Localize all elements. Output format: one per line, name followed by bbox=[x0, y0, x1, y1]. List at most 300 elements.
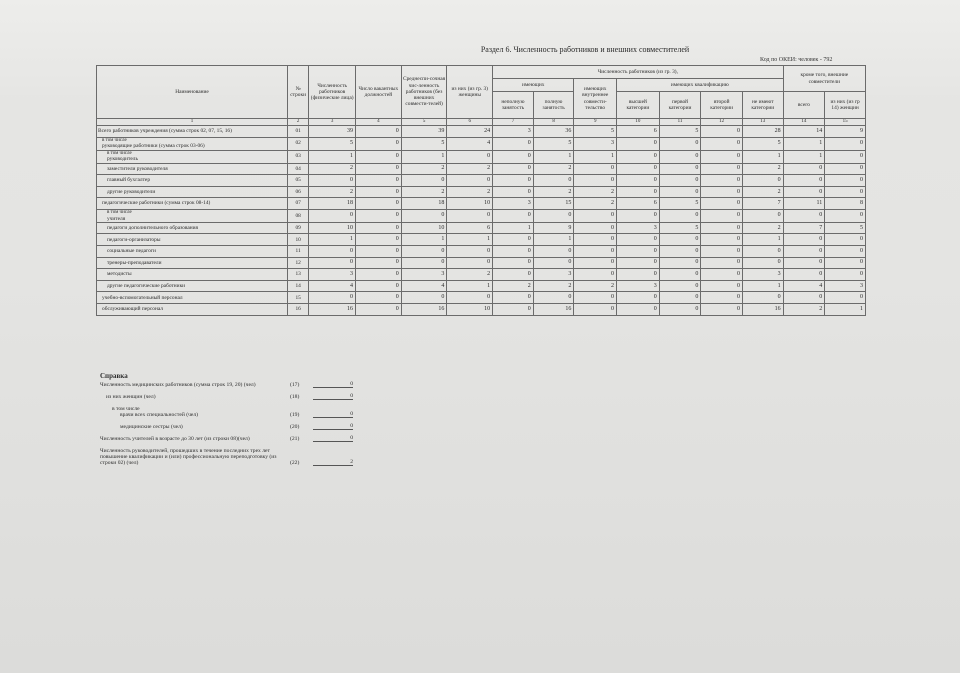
cell-value: 3 bbox=[309, 269, 356, 281]
cell-value: 0 bbox=[701, 234, 743, 246]
row-name bbox=[97, 163, 288, 175]
cell-value: 0 bbox=[493, 269, 534, 281]
cell-value: 0 bbox=[309, 246, 356, 258]
cell-value: 0 bbox=[493, 292, 534, 304]
reference-code: (17) bbox=[290, 382, 300, 388]
header-group-7-13: Численность работников (из гр. 3), bbox=[493, 66, 783, 79]
reference-value: 0 bbox=[313, 411, 353, 418]
reference-prefix: в том числе bbox=[112, 406, 140, 412]
cell-value: 0 bbox=[574, 269, 617, 281]
cell-value: 3 bbox=[401, 269, 447, 281]
cell-value: 0 bbox=[659, 175, 701, 187]
cell-value: 0 bbox=[447, 175, 493, 187]
cell-value: 0 bbox=[574, 175, 617, 187]
table-row bbox=[97, 198, 866, 210]
row-name bbox=[97, 292, 288, 304]
row-code: 02 bbox=[287, 137, 308, 150]
cell-value: 0 bbox=[825, 269, 866, 281]
cell-value: 0 bbox=[617, 186, 660, 198]
cell-value: 0 bbox=[701, 292, 743, 304]
cell-value: 5 bbox=[401, 137, 447, 150]
reference-title: Справка bbox=[100, 372, 128, 380]
row-prefix: в том числе bbox=[107, 150, 132, 156]
cell-value: 1 bbox=[533, 150, 574, 163]
header-c12: второй категории bbox=[701, 92, 743, 119]
cell-value: 9 bbox=[533, 222, 574, 234]
cell-value: 6 bbox=[447, 222, 493, 234]
table-row bbox=[97, 292, 866, 304]
cell-value: 0 bbox=[617, 303, 660, 315]
cell-value: 0 bbox=[401, 246, 447, 258]
cell-value: 3 bbox=[825, 280, 866, 292]
cell-value: 0 bbox=[617, 163, 660, 175]
cell-value: 0 bbox=[356, 292, 402, 304]
cell-value: 0 bbox=[783, 257, 825, 269]
cell-value: 0 bbox=[447, 246, 493, 258]
cell-value: 1 bbox=[309, 234, 356, 246]
row-label: руководящие работники (сумма строк 03-06) bbox=[102, 143, 205, 150]
cell-value: 0 bbox=[825, 137, 866, 150]
cell-value: 10 bbox=[447, 198, 493, 210]
reference-label: из них женщин (чел) bbox=[106, 394, 156, 400]
table-row bbox=[97, 246, 866, 258]
cell-value: 9 bbox=[825, 126, 866, 138]
row-code: 01 bbox=[287, 126, 308, 138]
reference-value: 0 bbox=[313, 393, 353, 400]
cell-value: 16 bbox=[742, 303, 783, 315]
cell-value: 5 bbox=[659, 198, 701, 210]
cell-value: 39 bbox=[401, 126, 447, 138]
row-code: 15 bbox=[287, 292, 308, 304]
cell-value: 0 bbox=[574, 209, 617, 222]
cell-value: 0 bbox=[701, 222, 743, 234]
cell-value: 1 bbox=[742, 234, 783, 246]
cell-value: 0 bbox=[701, 163, 743, 175]
row-label: учебно-вспомогательный персонал bbox=[102, 294, 183, 301]
cell-value: 2 bbox=[742, 222, 783, 234]
cell-value: 11 bbox=[783, 198, 825, 210]
reference-row bbox=[100, 436, 380, 442]
cell-value: 0 bbox=[742, 209, 783, 222]
cell-value: 0 bbox=[701, 209, 743, 222]
cell-value: 0 bbox=[493, 150, 534, 163]
row-label: методисты bbox=[107, 271, 132, 278]
row-label: педагогические работники (сумма строк 08-14) bbox=[102, 200, 211, 207]
cell-value: 0 bbox=[493, 163, 534, 175]
cell-value: 0 bbox=[356, 269, 402, 281]
cell-value: 0 bbox=[825, 292, 866, 304]
cell-value: 0 bbox=[309, 209, 356, 222]
table-row bbox=[97, 186, 866, 198]
cell-value: 39 bbox=[309, 126, 356, 138]
colnum: 7 bbox=[493, 119, 534, 126]
row-name bbox=[97, 234, 288, 246]
cell-value: 0 bbox=[356, 126, 402, 138]
reference-label: медицинские сестры (чел) bbox=[120, 424, 183, 430]
colnum: 3 bbox=[309, 119, 356, 126]
row-code: 04 bbox=[287, 163, 308, 175]
colnum: 14 bbox=[783, 119, 825, 126]
reference-label: Численность медицинских работников (сумма строк 19, 20) (чел) bbox=[100, 382, 256, 388]
cell-value: 2 bbox=[533, 163, 574, 175]
reference-code: (21) bbox=[290, 436, 300, 442]
reference-value: 2 bbox=[313, 459, 353, 466]
cell-value: 5 bbox=[825, 222, 866, 234]
colnum: 1 bbox=[97, 119, 288, 126]
cell-value: 0 bbox=[659, 269, 701, 281]
cell-value: 0 bbox=[701, 198, 743, 210]
cell-value: 0 bbox=[701, 246, 743, 258]
row-code: 09 bbox=[287, 222, 308, 234]
row-name bbox=[97, 186, 288, 198]
cell-value: 0 bbox=[701, 269, 743, 281]
table-row bbox=[97, 234, 866, 246]
cell-value: 0 bbox=[447, 209, 493, 222]
cell-value: 0 bbox=[825, 186, 866, 198]
row-name bbox=[97, 126, 288, 138]
row-name bbox=[97, 303, 288, 315]
row-name bbox=[97, 198, 288, 210]
cell-value: 0 bbox=[617, 150, 660, 163]
cell-value: 1 bbox=[742, 280, 783, 292]
cell-value: 0 bbox=[356, 257, 402, 269]
cell-value: 0 bbox=[617, 175, 660, 187]
cell-value: 0 bbox=[742, 246, 783, 258]
cell-value: 0 bbox=[356, 222, 402, 234]
cell-value: 2 bbox=[742, 186, 783, 198]
cell-value: 10 bbox=[401, 222, 447, 234]
cell-value: 0 bbox=[659, 150, 701, 163]
row-code: 10 bbox=[287, 234, 308, 246]
cell-value: 5 bbox=[659, 222, 701, 234]
row-label: социальные педагоги bbox=[107, 248, 156, 255]
row-code: 11 bbox=[287, 246, 308, 258]
reference-code: (20) bbox=[290, 424, 300, 430]
cell-value: 0 bbox=[309, 257, 356, 269]
cell-value: 0 bbox=[701, 257, 743, 269]
header-code: № строки bbox=[287, 66, 308, 119]
header-group-7-8: имеющих bbox=[493, 79, 574, 92]
cell-value: 0 bbox=[659, 246, 701, 258]
table-row bbox=[97, 280, 866, 292]
header-c8: полную занятость bbox=[533, 92, 574, 119]
cell-value: 0 bbox=[493, 257, 534, 269]
row-label: тренеры-преподаватели bbox=[107, 259, 162, 266]
cell-value: 0 bbox=[493, 209, 534, 222]
reference-row bbox=[100, 424, 380, 430]
header-c10: высшей категории bbox=[617, 92, 660, 119]
reference-row bbox=[100, 406, 380, 418]
cell-value: 0 bbox=[356, 209, 402, 222]
cell-value: 0 bbox=[659, 234, 701, 246]
colnum: 4 bbox=[356, 119, 402, 126]
cell-value: 0 bbox=[309, 292, 356, 304]
cell-value: 18 bbox=[309, 198, 356, 210]
cell-value: 0 bbox=[493, 175, 534, 187]
cell-value: 0 bbox=[701, 137, 743, 150]
cell-value: 0 bbox=[574, 163, 617, 175]
cell-value: 0 bbox=[783, 186, 825, 198]
cell-value: 5 bbox=[574, 126, 617, 138]
row-code: 12 bbox=[287, 257, 308, 269]
cell-value: 0 bbox=[617, 234, 660, 246]
cell-value: 0 bbox=[701, 280, 743, 292]
cell-value: 2 bbox=[309, 186, 356, 198]
cell-value: 0 bbox=[783, 234, 825, 246]
reference-row bbox=[100, 382, 380, 388]
reference-code: (18) bbox=[290, 394, 300, 400]
cell-value: 3 bbox=[617, 222, 660, 234]
cell-value: 0 bbox=[659, 137, 701, 150]
cell-value: 0 bbox=[493, 186, 534, 198]
cell-value: 0 bbox=[701, 186, 743, 198]
cell-value: 0 bbox=[574, 303, 617, 315]
cell-value: 0 bbox=[533, 209, 574, 222]
cell-value: 0 bbox=[356, 175, 402, 187]
cell-value: 2 bbox=[574, 198, 617, 210]
reference-value: 0 bbox=[313, 381, 353, 388]
cell-value: 0 bbox=[825, 234, 866, 246]
cell-value: 2 bbox=[309, 163, 356, 175]
row-code: 14 bbox=[287, 280, 308, 292]
row-label: Всего работников учреждения (сумма строк 02, 07, 15, 16) bbox=[98, 128, 232, 135]
cell-value: 16 bbox=[533, 303, 574, 315]
colnum: 2 bbox=[287, 119, 308, 126]
colnum: 6 bbox=[447, 119, 493, 126]
row-name bbox=[97, 175, 288, 187]
cell-value: 0 bbox=[825, 163, 866, 175]
table-row bbox=[97, 209, 866, 222]
table-row bbox=[97, 150, 866, 163]
cell-value: 3 bbox=[574, 137, 617, 150]
reference-row bbox=[100, 394, 380, 400]
cell-value: 0 bbox=[356, 234, 402, 246]
cell-value: 4 bbox=[401, 280, 447, 292]
cell-value: 0 bbox=[825, 257, 866, 269]
cell-value: 0 bbox=[825, 246, 866, 258]
cell-value: 0 bbox=[309, 175, 356, 187]
colnum: 10 bbox=[617, 119, 660, 126]
row-label: обслуживающий персонал bbox=[102, 306, 163, 313]
table-row bbox=[97, 175, 866, 187]
table-row bbox=[97, 126, 866, 138]
table-row bbox=[97, 163, 866, 175]
header-c13: не имеют категории bbox=[742, 92, 783, 119]
header-c11: первой категории bbox=[659, 92, 701, 119]
cell-value: 0 bbox=[533, 292, 574, 304]
cell-value: 0 bbox=[742, 175, 783, 187]
cell-value: 0 bbox=[742, 292, 783, 304]
cell-value: 0 bbox=[659, 280, 701, 292]
cell-value: 7 bbox=[742, 198, 783, 210]
row-label: другие руководители bbox=[107, 188, 156, 195]
row-code: 07 bbox=[287, 198, 308, 210]
header-c5: Среднеспи-сочная чис-ленность работников (без внешних совмести-телей) bbox=[401, 66, 447, 119]
header-group-14-15: кроме того, внешние совместители bbox=[783, 66, 865, 92]
row-code: 08 bbox=[287, 209, 308, 222]
row-label: педагоги дополнительного образования bbox=[107, 225, 198, 232]
table-row bbox=[97, 222, 866, 234]
cell-value: 0 bbox=[659, 186, 701, 198]
cell-value: 3 bbox=[493, 126, 534, 138]
cell-value: 2 bbox=[447, 186, 493, 198]
cell-value: 0 bbox=[659, 163, 701, 175]
header-group-10-13: имеющих квалификацию bbox=[617, 79, 784, 92]
cell-value: 0 bbox=[659, 292, 701, 304]
header-c15: из них (из гр 14) женщин bbox=[825, 92, 866, 119]
row-code: 16 bbox=[287, 303, 308, 315]
cell-value: 0 bbox=[783, 246, 825, 258]
cell-value: 0 bbox=[401, 292, 447, 304]
cell-value: 4 bbox=[783, 280, 825, 292]
reference-value: 0 bbox=[313, 435, 353, 442]
reference-value: 0 bbox=[313, 423, 353, 430]
table-row bbox=[97, 269, 866, 281]
cell-value: 0 bbox=[783, 209, 825, 222]
header-c7: неполную занятость bbox=[493, 92, 534, 119]
cell-value: 5 bbox=[533, 137, 574, 150]
row-label: педагоги-организаторы bbox=[107, 236, 161, 243]
cell-value: 14 bbox=[783, 126, 825, 138]
table-body bbox=[97, 126, 866, 316]
cell-value: 3 bbox=[533, 269, 574, 281]
cell-value: 0 bbox=[617, 292, 660, 304]
row-prefix: в том числе bbox=[102, 137, 127, 143]
reference-label: врачи всех специальностей (чел) bbox=[120, 412, 199, 418]
cell-value: 1 bbox=[533, 234, 574, 246]
cell-value: 5 bbox=[742, 137, 783, 150]
colnum: 13 bbox=[742, 119, 783, 126]
row-label: главный бухгалтер bbox=[107, 177, 151, 184]
row-name bbox=[97, 246, 288, 258]
cell-value: 1 bbox=[401, 234, 447, 246]
cell-value: 0 bbox=[617, 269, 660, 281]
cell-value: 0 bbox=[617, 209, 660, 222]
header-c3: Численность работников (физические лица) bbox=[309, 66, 356, 119]
cell-value: 0 bbox=[356, 280, 402, 292]
cell-value: 10 bbox=[309, 222, 356, 234]
cell-value: 0 bbox=[356, 186, 402, 198]
cell-value: 0 bbox=[574, 246, 617, 258]
cell-value: 1 bbox=[742, 150, 783, 163]
cell-value: 0 bbox=[493, 303, 534, 315]
row-code: 03 bbox=[287, 150, 308, 163]
cell-value: 1 bbox=[401, 150, 447, 163]
cell-value: 0 bbox=[356, 137, 402, 150]
cell-value: 0 bbox=[783, 163, 825, 175]
cell-value: 36 bbox=[533, 126, 574, 138]
cell-value: 2 bbox=[447, 269, 493, 281]
cell-value: 0 bbox=[401, 257, 447, 269]
cell-value: 2 bbox=[742, 163, 783, 175]
cell-value: 5 bbox=[659, 126, 701, 138]
colnum: 15 bbox=[825, 119, 866, 126]
cell-value: 0 bbox=[783, 175, 825, 187]
cell-value: 2 bbox=[493, 280, 534, 292]
colnum: 12 bbox=[701, 119, 743, 126]
header-c9: имеющих внутреннее совмести-тельство bbox=[574, 79, 617, 119]
cell-value: 0 bbox=[574, 292, 617, 304]
cell-value: 10 bbox=[447, 303, 493, 315]
cell-value: 2 bbox=[533, 186, 574, 198]
cell-value: 0 bbox=[493, 246, 534, 258]
row-code: 05 bbox=[287, 175, 308, 187]
cell-value: 1 bbox=[493, 222, 534, 234]
row-name bbox=[97, 269, 288, 281]
cell-value: 3 bbox=[493, 198, 534, 210]
row-name bbox=[97, 137, 288, 150]
row-name bbox=[97, 222, 288, 234]
colnum: 11 bbox=[659, 119, 701, 126]
cell-value: 0 bbox=[447, 292, 493, 304]
cell-value: 8 bbox=[825, 198, 866, 210]
row-prefix: в том числе bbox=[107, 209, 132, 215]
reference-label: Численность учителей в возрасте до 30 лет (из строки 08)(чел) bbox=[100, 436, 250, 442]
row-label: заместители руководителя bbox=[107, 165, 168, 172]
header-name: Наименование bbox=[97, 66, 288, 119]
row-name bbox=[97, 257, 288, 269]
cell-value: 0 bbox=[701, 150, 743, 163]
cell-value: 1 bbox=[783, 150, 825, 163]
cell-value: 0 bbox=[533, 175, 574, 187]
cell-value: 0 bbox=[574, 234, 617, 246]
cell-value: 18 bbox=[401, 198, 447, 210]
cell-value: 16 bbox=[309, 303, 356, 315]
cell-value: 0 bbox=[783, 292, 825, 304]
row-name bbox=[97, 150, 288, 163]
row-code: 13 bbox=[287, 269, 308, 281]
cell-value: 1 bbox=[825, 303, 866, 315]
okei-code: Код по ОКЕИ: человек - 792 bbox=[760, 57, 833, 63]
section-title: Раздел 6. Численность работников и внешних совместителей bbox=[480, 45, 690, 54]
reference-row bbox=[100, 448, 380, 466]
cell-value: 0 bbox=[493, 137, 534, 150]
cell-value: 0 bbox=[701, 303, 743, 315]
cell-value: 0 bbox=[447, 257, 493, 269]
cell-value: 2 bbox=[574, 186, 617, 198]
cell-value: 16 bbox=[401, 303, 447, 315]
cell-value: 2 bbox=[783, 303, 825, 315]
header-c14: всего bbox=[783, 92, 825, 119]
table-row bbox=[97, 257, 866, 269]
cell-value: 3 bbox=[742, 269, 783, 281]
table-row bbox=[97, 137, 866, 150]
cell-value: 0 bbox=[783, 269, 825, 281]
cell-value: 24 bbox=[447, 126, 493, 138]
colnum: 8 bbox=[533, 119, 574, 126]
cell-value: 0 bbox=[617, 257, 660, 269]
row-label: учителя bbox=[107, 215, 126, 222]
cell-value: 0 bbox=[574, 222, 617, 234]
cell-value: 4 bbox=[309, 280, 356, 292]
cell-value: 7 bbox=[783, 222, 825, 234]
colnum: 9 bbox=[574, 119, 617, 126]
cell-value: 2 bbox=[533, 280, 574, 292]
cell-value: 15 bbox=[533, 198, 574, 210]
cell-value: 0 bbox=[533, 257, 574, 269]
cell-value: 1 bbox=[309, 150, 356, 163]
cell-value: 0 bbox=[356, 198, 402, 210]
cell-value: 2 bbox=[401, 163, 447, 175]
cell-value: 5 bbox=[309, 137, 356, 150]
cell-value: 0 bbox=[659, 303, 701, 315]
cell-value: 0 bbox=[825, 209, 866, 222]
cell-value: 3 bbox=[617, 280, 660, 292]
cell-value: 0 bbox=[533, 246, 574, 258]
cell-value: 2 bbox=[574, 280, 617, 292]
row-label: руководитель bbox=[107, 156, 138, 163]
reference-block bbox=[100, 372, 380, 466]
